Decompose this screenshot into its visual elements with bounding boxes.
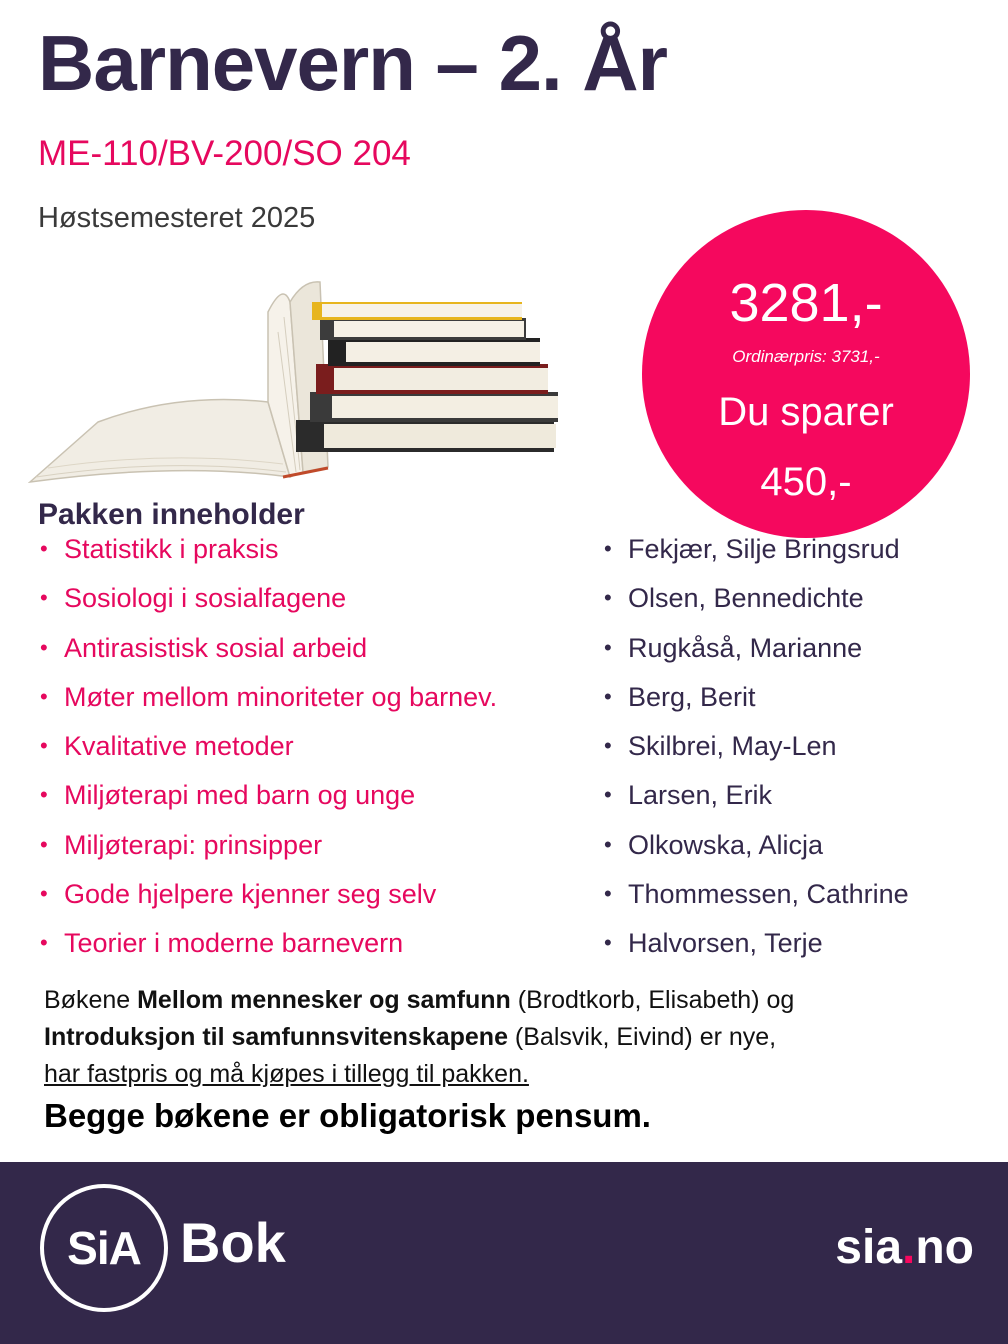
list-item: • Berg, Berit [604,682,909,731]
fixed-price-note: har fastpris og må kjøpes i tillegg til pakken. [44,1060,529,1088]
list-item: • Miljøterapi: prinsipper [40,830,497,879]
list-item: • Statistikk i praksis [40,534,497,583]
list-item: • Miljøterapi med barn og unge [40,780,497,829]
list-item: • Skilbrei, May-Len [604,731,909,780]
package-heading: Pakken inneholder [38,498,305,531]
list-item: • Antirasistisk sosial arbeid [40,633,497,682]
list-item: • Halvorsen, Terje [604,928,909,977]
package-price: 3281,- [729,273,883,333]
site-name: sia [835,1221,903,1274]
list-item: • Fekjær, Silje Bringsrud [604,534,909,583]
savings-label: Du sparer [718,390,894,434]
page-title: Barnevern – 2. År [38,19,667,107]
author-list [604,534,909,978]
savings-amount: 450,- [760,460,852,504]
list-item: • Teorier i moderne barnevern [40,928,497,977]
course-codes: ME-110/BV-200/SO 204 [38,134,411,173]
price-badge [642,210,970,538]
list-item: • Kvalitative metoder [40,731,497,780]
list-item: • Olsen, Bennedichte [604,583,909,632]
list-item: • Larsen, Erik [604,780,909,829]
mandatory-notice: Begge bøkene er obligatorisk pensum. [44,1097,651,1134]
note-text: Bøkene [44,986,138,1014]
book-title-list [40,534,497,978]
list-item: • Rugkåså, Marianne [604,633,909,682]
site-link[interactable] [835,1220,974,1275]
ordinary-price: Ordinærpris: 3731,- [732,347,880,366]
list-item: • Gode hjelpere kjenner seg selv [40,879,497,928]
extra-books-note [44,982,984,1093]
site-dot: . [902,1221,916,1274]
list-item: • Sosiologi i sosialfagene [40,583,497,632]
semester-label: Høstsemesteret 2025 [38,202,316,234]
sia-logo: SiA [40,1184,168,1312]
site-tld: no [915,1221,974,1274]
list-item: • Olkowska, Alicja [604,830,909,879]
book-title-2: Introduksjon til samfunnsvitenskapene [44,1023,508,1051]
logo-suffix: Bok [180,1211,286,1274]
book-title-1: Mellom mennesker og samfunn [137,986,511,1014]
footer-bar [0,1162,1008,1344]
list-item: • Thommessen, Cathrine [604,879,909,928]
books-illustration [28,272,568,494]
note-text: (Balsvik, Eivind) er nye, [507,1023,777,1051]
list-item: • Møter mellom minoriteter og barnev. [40,682,497,731]
note-text: (Brodtkorb, Elisabeth) og [510,986,795,1014]
